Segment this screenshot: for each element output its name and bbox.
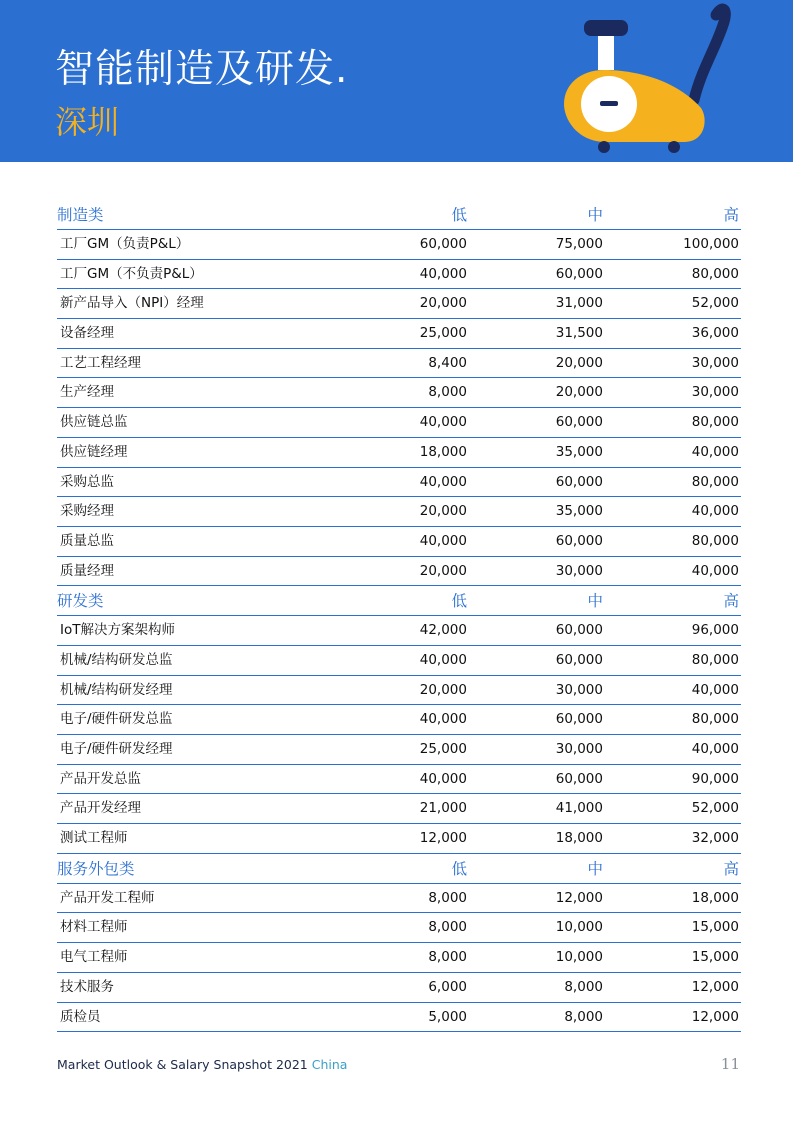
section-header <box>57 854 741 884</box>
salary-low: 40,000 <box>419 711 467 728</box>
salary-low: 40,000 <box>419 532 467 549</box>
table-row <box>57 527 741 557</box>
role-name: 机械/结构研发经理 <box>60 681 173 698</box>
salary-high: 15,000 <box>691 949 739 966</box>
salary-mid: 18,000 <box>555 830 603 847</box>
salary-high: 36,000 <box>691 325 739 342</box>
table-row <box>57 794 741 824</box>
section-header <box>57 586 741 616</box>
salary-mid: 20,000 <box>555 384 603 401</box>
page-subtitle-city: 深圳 <box>55 103 120 141</box>
footer-caption <box>57 1057 347 1072</box>
salary-low: 8,000 <box>428 919 467 936</box>
salary-mid: 8,000 <box>564 1008 603 1025</box>
salary-high: 30,000 <box>691 384 739 401</box>
salary-high: 80,000 <box>691 651 739 668</box>
column-header-mid: 中 <box>587 206 603 224</box>
table-row <box>57 438 741 468</box>
salary-mid: 30,000 <box>555 681 603 698</box>
role-name: 质量经理 <box>60 562 114 579</box>
column-header-mid: 中 <box>587 859 603 878</box>
salary-mid: 60,000 <box>555 622 603 639</box>
salary-low: 8,000 <box>428 384 467 401</box>
table-row <box>57 557 741 587</box>
page-title: 智能制造及研发. <box>55 47 349 92</box>
table-row <box>57 616 741 646</box>
salary-high: 40,000 <box>691 503 739 520</box>
exercise-bike-illustration <box>556 0 793 162</box>
footer-country: China <box>311 1057 348 1072</box>
salary-low: 6,000 <box>428 978 467 995</box>
salary-low: 20,000 <box>419 295 467 312</box>
role-name: 设备经理 <box>60 325 114 342</box>
salary-mid: 60,000 <box>555 414 603 431</box>
salary-mid: 60,000 <box>555 473 603 490</box>
role-name: 工艺工程经理 <box>60 354 141 371</box>
salary-high: 40,000 <box>691 443 739 460</box>
table-row <box>57 349 741 379</box>
salary-high: 40,000 <box>691 562 739 579</box>
salary-low: 60,000 <box>419 236 467 252</box>
footer-title: Market Outlook & Salary Snapshot 2021 <box>57 1057 308 1072</box>
table-row <box>57 260 741 290</box>
salary-mid: 30,000 <box>555 741 603 757</box>
salary-high: 52,000 <box>691 800 739 817</box>
salary-high: 12,000 <box>691 1008 739 1025</box>
salary-high: 30,000 <box>691 354 739 371</box>
section-title: 制造类 <box>57 206 104 224</box>
salary-mid: 60,000 <box>555 532 603 549</box>
salary-low: 40,000 <box>419 770 467 787</box>
salary-low: 8,400 <box>428 354 467 371</box>
role-name: 生产经理 <box>60 384 114 401</box>
table-row <box>57 735 741 765</box>
section-title: 服务外包类 <box>57 859 135 878</box>
salary-low: 20,000 <box>419 503 467 520</box>
salary-high: 80,000 <box>691 532 739 549</box>
salary-low: 8,000 <box>428 949 467 966</box>
salary-low: 40,000 <box>419 414 467 431</box>
salary-high: 12,000 <box>691 978 739 995</box>
role-name: 工厂GM（不负责P&L） <box>60 265 203 282</box>
role-name: 产品开发经理 <box>60 800 141 817</box>
role-name: 电气工程师 <box>60 949 128 966</box>
salary-mid: 31,500 <box>555 325 603 342</box>
role-name: 供应链总监 <box>60 414 128 431</box>
column-header-low: 低 <box>451 859 467 878</box>
salary-mid: 30,000 <box>555 562 603 579</box>
salary-low: 20,000 <box>419 681 467 698</box>
column-header-low: 低 <box>451 206 467 224</box>
role-name: 质检员 <box>60 1008 101 1025</box>
table-row <box>57 913 741 943</box>
role-name: 技术服务 <box>60 978 114 995</box>
role-name: 新产品导入（NPI）经理 <box>60 295 204 312</box>
salary-mid: 12,000 <box>555 889 603 906</box>
column-header-high: 高 <box>723 206 739 224</box>
salary-mid: 10,000 <box>555 949 603 966</box>
salary-low: 40,000 <box>419 651 467 668</box>
table-row <box>57 1003 741 1033</box>
role-name: 电子/硬件研发经理 <box>60 741 173 757</box>
section-title: 研发类 <box>57 592 104 611</box>
salary-low: 8,000 <box>428 889 467 906</box>
salary-mid: 35,000 <box>555 443 603 460</box>
table-row <box>57 765 741 795</box>
salary-mid: 20,000 <box>555 354 603 371</box>
salary-high: 80,000 <box>691 265 739 282</box>
role-name: 供应链经理 <box>60 443 128 460</box>
section-header <box>57 200 741 230</box>
role-name: 产品开发工程师 <box>60 889 155 906</box>
table-row <box>57 973 741 1003</box>
role-name: 电子/硬件研发总监 <box>60 711 173 728</box>
salary-mid: 60,000 <box>555 711 603 728</box>
column-header-mid: 中 <box>587 592 603 611</box>
salary-mid: 35,000 <box>555 503 603 520</box>
salary-mid: 60,000 <box>555 651 603 668</box>
salary-high: 80,000 <box>691 473 739 490</box>
salary-high: 18,000 <box>691 889 739 906</box>
table-row <box>57 319 741 349</box>
salary-mid: 8,000 <box>564 978 603 995</box>
salary-high: 80,000 <box>691 414 739 431</box>
salary-high: 80,000 <box>691 711 739 728</box>
role-name: IoT解决方案架构师 <box>60 622 175 639</box>
salary-low: 25,000 <box>419 741 467 757</box>
role-name: 采购经理 <box>60 503 114 520</box>
role-name: 质量总监 <box>60 532 114 549</box>
salary-high: 40,000 <box>691 741 739 757</box>
salary-mid: 41,000 <box>555 800 603 817</box>
role-name: 采购总监 <box>60 473 114 490</box>
table-row <box>57 646 741 676</box>
table-row <box>57 705 741 735</box>
column-header-high: 高 <box>723 859 739 878</box>
role-name: 产品开发总监 <box>60 770 141 787</box>
role-name: 材料工程师 <box>60 919 128 936</box>
salary-low: 40,000 <box>419 265 467 282</box>
salary-low: 5,000 <box>428 1008 467 1025</box>
salary-low: 40,000 <box>419 473 467 490</box>
table-row <box>57 289 741 319</box>
role-name: 工厂GM（负责P&L） <box>60 236 190 252</box>
page-header <box>0 0 793 162</box>
table-row <box>57 230 741 260</box>
salary-low: 12,000 <box>419 830 467 847</box>
salary-low: 42,000 <box>419 622 467 639</box>
role-name: 机械/结构研发总监 <box>60 651 173 668</box>
salary-mid: 60,000 <box>555 265 603 282</box>
page-number: 11 <box>720 1055 740 1073</box>
salary-table <box>57 200 741 1032</box>
salary-high: 96,000 <box>691 622 739 639</box>
table-row <box>57 884 741 914</box>
salary-high: 90,000 <box>691 770 739 787</box>
table-row <box>57 497 741 527</box>
table-row <box>57 378 741 408</box>
salary-low: 20,000 <box>419 562 467 579</box>
table-row <box>57 824 741 854</box>
role-name: 测试工程师 <box>60 830 128 847</box>
table-row <box>57 408 741 438</box>
salary-mid: 60,000 <box>555 770 603 787</box>
salary-mid: 10,000 <box>555 919 603 936</box>
salary-high: 15,000 <box>691 919 739 936</box>
salary-mid: 75,000 <box>555 236 603 252</box>
table-row <box>57 943 741 973</box>
salary-low: 18,000 <box>419 443 467 460</box>
salary-high: 100,000 <box>683 236 739 252</box>
table-row <box>57 676 741 706</box>
column-header-low: 低 <box>451 592 467 611</box>
salary-high: 52,000 <box>691 295 739 312</box>
column-header-high: 高 <box>723 592 739 611</box>
salary-mid: 31,000 <box>555 295 603 312</box>
table-row <box>57 468 741 498</box>
salary-high: 40,000 <box>691 681 739 698</box>
salary-low: 25,000 <box>419 325 467 342</box>
salary-low: 21,000 <box>419 800 467 817</box>
salary-high: 32,000 <box>691 830 739 847</box>
